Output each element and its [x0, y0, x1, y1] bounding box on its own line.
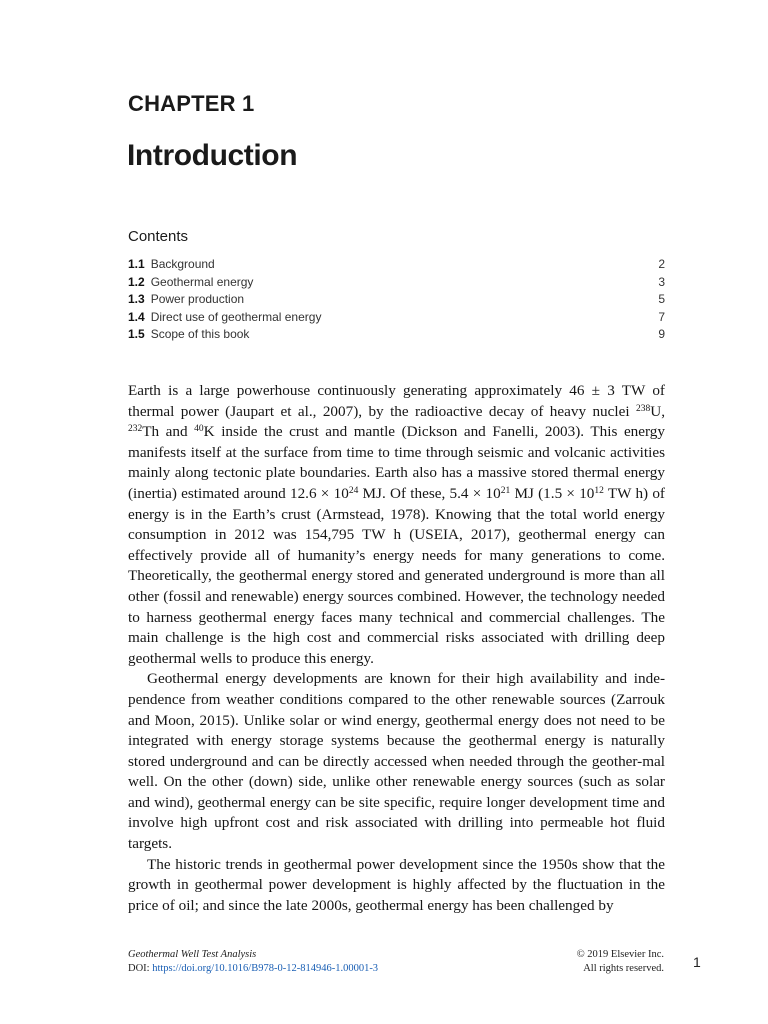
superscript: 238 [635, 403, 651, 414]
toc-entry-label: Scope of this book [150, 327, 250, 342]
toc-entry-number: 1.3 [128, 292, 145, 307]
superscript: 40 [194, 424, 204, 435]
chapter-label: CHAPTER 1 [128, 91, 255, 116]
copyright-text: © 2019 Elsevier Inc. [576, 949, 664, 960]
paragraph-1: Earth is a large powerhouse continuously generating approximately 46 ± 3 TW of thermal power (Jaupart et al., 2007), by the radioactive decay of heavy nuclei $^{238}$U, $^{232}$Th and $^{40}$K inside the crust and mantle (Dickson and Fanelli, 2003). This energy manifests itself at the surface from time to time through seismic and volcanic activities mainly along tectonic plate boundaries. Earth also has a massive stored thermal energy (inertia) estimated around $12.6 \times 10^{24}$ MJ. Of these, $5.4 \times 10^{21}$ MJ ($1.5 \times 10^{12}$ TW h) of energy is in the Earth’s crust (Armstead, 1978). Knowing that the total world energy consumption in 2012 was 154,795 TW h (USEIA, 2017), geothermal energy can effectively provide all of humanity’s energy needs for many generations to come. Theoretically, the geothermal energy stored and generated underground is more than all other (fossil and renewable) energy sources combined. However, the technology needed to harness geothermal energy faces many technical and commercial challenges. The main challenge is the high cost and commercial risks associated with drilling deep geothermal wells to produce this energy. [128, 382, 665, 667]
contents-heading: Contents [128, 228, 189, 245]
book-title: Geothermal Well Test Analysis [128, 949, 257, 960]
toc-entry-background[interactable] [128, 256, 665, 274]
toc-entry-label: Direct use of geothermal energy [150, 309, 322, 324]
toc-entry-number: 1.2 [128, 274, 145, 289]
chapter-title: Introduction [127, 139, 298, 172]
toc-entry-page: 3 [658, 274, 665, 289]
toc-entry-label: Background [150, 257, 215, 271]
toc-entry-label: Geothermal energy [150, 274, 254, 289]
paragraph-3: The historic trends in geothermal power development since the 1950s show that the growth in geothermal power development is highly affected by the fluctuation in the price of oil; and since the late 2000s, geothermal energy has been challenged by [128, 855, 665, 914]
body-text [128, 381, 665, 916]
toc-entry-power-production[interactable] [128, 291, 665, 309]
toc-entry-label: Power production [150, 292, 245, 307]
toc-entry-number: 1.1 [128, 257, 145, 271]
doi-line: DOI: https://doi.org/10.1016/B978-0-12-814946-1.00001-3 [128, 963, 379, 974]
toc-entry-direct-use[interactable] [128, 309, 665, 327]
toc-entry-page: 2 [658, 257, 665, 271]
superscript: 232 [128, 424, 143, 435]
footer-citation [128, 948, 378, 976]
toc-entry-page: 5 [658, 292, 665, 307]
footer-copyright [560, 948, 664, 976]
toc-entry-page: 7 [658, 309, 665, 324]
toc-entry-number: 1.4 [128, 309, 145, 324]
toc-entry-number: 1.5 [128, 327, 145, 342]
toc-entry-page: 9 [658, 327, 665, 342]
toc-entry-geothermal-energy[interactable] [128, 274, 665, 292]
toc-entry-scope[interactable] [128, 326, 665, 344]
paragraph-2: Geothermal energy developments are known for their high availability and inde-pendence from weather conditions compared to the other renewable sources (Zarrouk and Moon, 2015). Unlike solar or wind energy, geothermal energy does not need to be integrated with energy storage systems because the geothermal energy is naturally stored underground and can be directly accessed when needed through the geother-mal well. On the other (down) side, unlike other renewable energy sources (such as solar and wind), geothermal energy can be site specific, require longer development time and involve high upfront cost and risk associated with drilling into permeable hot fluid targets. [128, 670, 665, 853]
superscript: 24 [348, 485, 359, 496]
table-of-contents [128, 256, 665, 344]
superscript: 21 [500, 485, 511, 496]
page-number: 1 [693, 954, 701, 970]
doi-link[interactable]: https://doi.org/10.1016/B978-0-12-814946-1.00001-3 [152, 963, 379, 974]
rights-text: All rights reserved. [583, 963, 664, 974]
superscript: 12 [594, 485, 604, 496]
